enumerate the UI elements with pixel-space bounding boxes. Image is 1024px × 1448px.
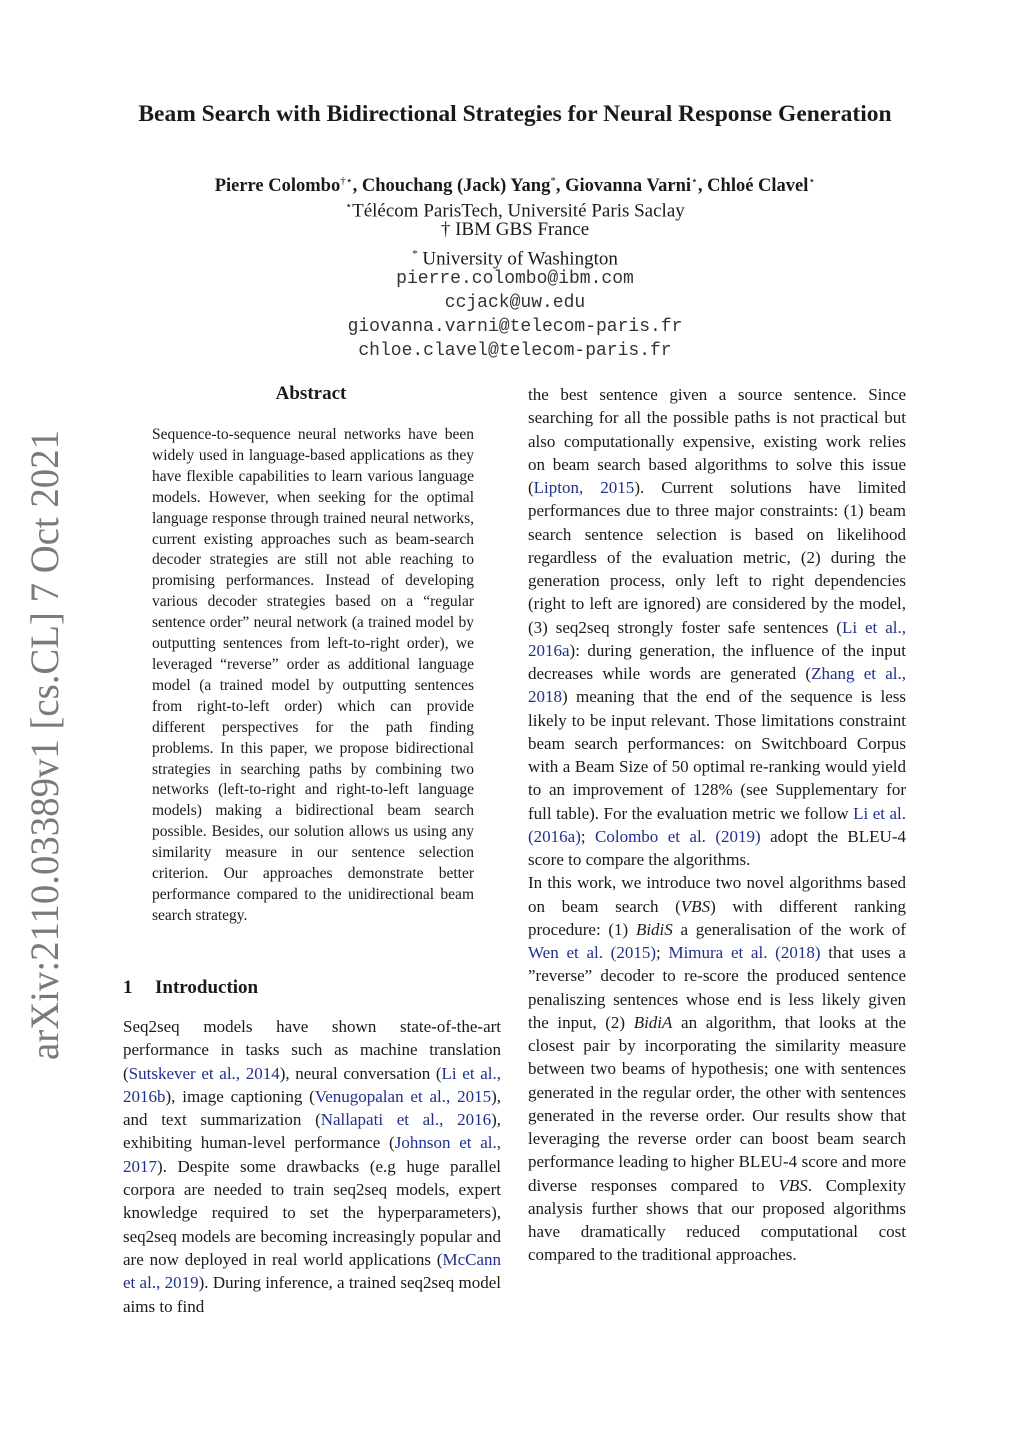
citation-link[interactable]: Zhang et al., 2018	[528, 664, 907, 707]
email-address[interactable]: pierre.colombo@ibm.com	[396, 269, 634, 289]
emphasis-term: VBS	[778, 1175, 808, 1195]
introduction-paragraph	[528, 383, 906, 871]
author-marks: *	[550, 175, 556, 187]
section-title: Introduction	[155, 977, 259, 998]
introduction-right-column	[528, 383, 906, 1267]
author-marks: †⋆	[340, 175, 353, 187]
emphasis-term: VBS	[680, 896, 711, 916]
author-name: Chloé Clavel	[707, 176, 809, 197]
author-name: Pierre Colombo	[214, 176, 341, 197]
body-text: ;	[580, 826, 596, 846]
affiliation-mark: *	[412, 248, 418, 260]
body-text: that uses a ”reverse” decoder to re-score the produced sentence penaliszing sentences whose end is less likely given the input, (2)	[528, 943, 906, 1032]
affiliation-name: University of Washington	[422, 248, 618, 270]
author-list: Pierre Colombo†⋆, Chouchang (Jack) Yang*, Giovanna Varni⋆, Chloé Clavel⋆	[214, 175, 816, 197]
body-text: ;	[656, 943, 669, 962]
section-heading-introduction	[123, 977, 258, 999]
citation-link[interactable]: Wen et al. (2015)	[528, 943, 656, 962]
body-text: an algorithm, that looks at the closest pair by incorporating the similarity measure between two beams of hypothesis; one with sentences generated in the regular order, the other with sentences generated in the reverse order. Our results show that leveraging the reverse order can boost beam search performance leading to higher BLEU-4 score and more diverse responses compared to	[528, 1012, 906, 1195]
affiliation-name: Télécom ParisTech, Université Paris Saclay	[352, 200, 685, 222]
citation-link[interactable]: Venugopalan et al., 2015	[314, 1086, 492, 1106]
abstract-heading: Abstract	[275, 383, 347, 404]
emphasis-term: BidiS	[635, 919, 673, 939]
citation-link[interactable]: Li et al., 2016b	[123, 1063, 501, 1106]
citation-link[interactable]: Lipton, 2015	[533, 478, 635, 497]
citation-link[interactable]: Sutskever et al., 2014	[128, 1063, 280, 1083]
citation-link[interactable]: Nallapati et al., 2016	[320, 1110, 492, 1130]
arxiv-sidebar-stamp	[12, 420, 72, 1060]
abstract-body: Sequence-to-sequence neural networks have been widely used in language-based applications as they have flexible capabilities to learn various language models. However, when seeking for the optimal language response through trained neural networks, current existing approaches such as beam-search decoder strategies are still not able reaching to promising performances. Instead of developing various decoder strategies based on a “regular sentence order” neural network (a trained model by outputting sentences from left-to-right order), we leveraged “reverse” order as additional language model (a trained model by outputting sentences from right-to-left order) which can provide different perspectives for the path finding problems. In this paper, we propose bidirectional strategies in searching paths by combining two networks (left-to-right and right-to-left language models) making a bidirectional beam search possible. Besides, our solution allows us using any similarity measure in our sentence selection criterion. Our approaches demonstrate better performance compared to the unidirectional beam search strategy.	[152, 426, 474, 924]
emphasis-term: BidiA	[633, 1012, 673, 1032]
email-address[interactable]: ccjack@uw.edu	[444, 293, 586, 313]
arxiv-stamp-svg	[12, 420, 72, 1060]
introduction-paragraph	[123, 1015, 501, 1318]
citation-link[interactable]: McCann et al., 2019	[123, 1249, 501, 1293]
citation-link[interactable]: Li et al. (2016a)	[528, 803, 906, 846]
author-marks: ⋆	[808, 175, 816, 187]
citation-link[interactable]: Mimura et al. (2018)	[668, 943, 821, 962]
introduction-paragraph	[528, 871, 906, 1266]
body-text: ). During inference, a trained seq2seq model aims to find	[123, 1273, 501, 1316]
body-text: ), exhibiting human-level performance (	[123, 1110, 501, 1153]
body-text: ), image captioning (	[165, 1086, 315, 1106]
author-name: Giovanna Varni	[565, 176, 692, 197]
author-marks: ⋆	[691, 175, 698, 187]
affiliation-mark: †	[440, 219, 451, 240]
arxiv-id-text: arXiv:2110.03389v1 [cs.CL] 7 Oct 2021	[22, 420, 67, 1060]
email-address[interactable]: giovanna.varni@telecom-paris.fr	[347, 317, 683, 337]
body-text: ), and text summarization (	[123, 1086, 501, 1130]
citation-link[interactable]: Johnson et al., 2017	[123, 1133, 501, 1176]
affiliation	[100, 218, 930, 242]
body-text: In this work, we introduce two novel algorithms based on beam search (	[528, 873, 906, 916]
body-text: adopt the BLEU-4 score to compare the algorithms.	[528, 826, 906, 869]
body-text: Seq2seq models have shown state-of-the-art performance in tasks such as machine translation (	[123, 1017, 501, 1083]
citation-link[interactable]: Colombo et al. (2019)	[595, 826, 761, 846]
body-text: . Complexity analysis further shows that our proposed algorithms have dramatically reduced computational cost compared to the traditional approaches.	[528, 1175, 906, 1265]
body-text: ), neural conversation (	[279, 1063, 442, 1083]
body-text: ) meaning that the end of the sequence is less likely to be input relevant. Those limitations constraint beam search performances: on Switchboard Corpus with a Beam Size of 50 optimal re-ranking would yield to an improvement of 128% (see Supplementary for full table). For the evaluation metric we follow	[528, 687, 906, 823]
body-text: a generalisation of the work of	[672, 919, 906, 939]
body-text: ): during generation, the influence of the input decreases while words are generated (	[528, 640, 906, 683]
body-text: the best sentence given a source sentence. Since searching for all the possible paths is not practical but also computationally expensive, existing work relies on beam search based algorithms to solve this issue (	[528, 385, 906, 497]
citation-link[interactable]: Li et al., 2016a	[528, 617, 906, 660]
affiliation-mark: ⋆	[345, 200, 353, 212]
body-text: ) with different ranking procedure: (1)	[528, 896, 907, 939]
body-text: ). Despite some drawbacks (e.g huge parallel corpora are needed to train seq2seq models, expert knowledge required to set the hyperparameters), seq2seq models are becoming increasingly popular and are now deployed in real world applications (	[123, 1156, 501, 1269]
section-number: 1	[123, 977, 133, 998]
author-name: Chouchang (Jack) Yang	[361, 176, 551, 197]
affiliation-name: IBM GBS France	[455, 219, 590, 240]
email-address[interactable]: chloe.clavel@telecom-paris.fr	[358, 341, 672, 361]
paper-title: Beam Search with Bidirectional Strategies for Neural Response Generation	[138, 101, 892, 127]
body-text: ). Current solutions have limited performances due to three major constraints: (1) beam search sentence selection is based on likelihood regardless of the evaluation metric, (2) during the generation process, only left to right dependencies (right to left are ignored) are considered by the model, (3) seq2seq strongly foster safe sentences (	[528, 478, 906, 637]
